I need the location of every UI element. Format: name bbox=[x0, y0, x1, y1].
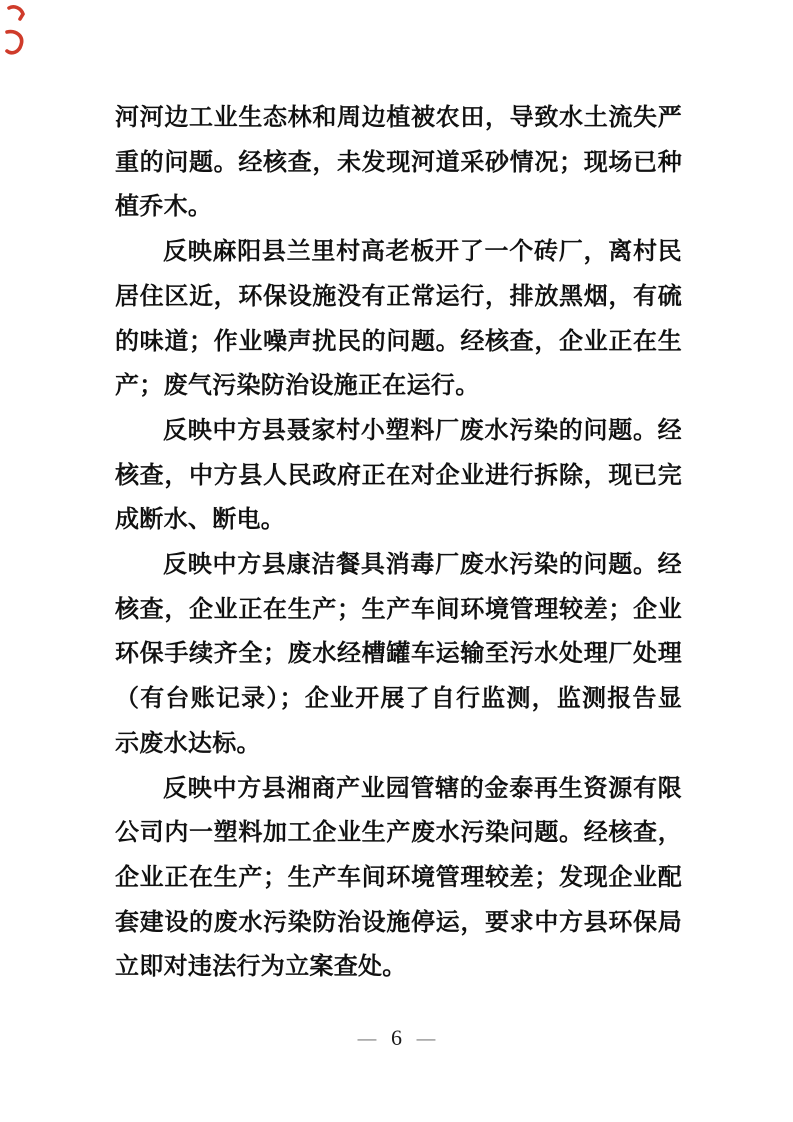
paragraph-5: 反映中方县湘商产业园管辖的金泰再生资源有限公司内一塑料加工企业生产废水污染问题。经核查，企业正在生产；生产车间环境管理较差；发现企业配套建设的废水污染防治设施停运，要求中方县环保局立即对违法行为立案查处。 bbox=[115, 775, 682, 981]
paragraph-3: 反映中方县聂家村小塑料厂废水污染的问题。经核查，中方县人民政府正在对企业进行拆除，现已完成断水、断电。 bbox=[115, 417, 682, 534]
paragraph-1: 河河边工业生态林和周边植被农田，导致水土流失严重的问题。经核查，未发现河道采砂情况；现场已种植乔木。 bbox=[115, 105, 682, 221]
footer-dash-right: — bbox=[416, 1025, 436, 1050]
document-body bbox=[115, 96, 682, 990]
page-number: 6 bbox=[391, 1025, 402, 1050]
red-pen-marks-icon bbox=[2, 2, 32, 62]
paragraph-4: 反映中方县康洁餐具消毒厂废水污染的问题。经核查，企业正在生产；生产车间环境管理较差；企业环保手续齐全；废水经槽罐车运输至污水处理厂处理（有台账记录）；企业开展了自行监测，监测报告显示废水达标。 bbox=[115, 552, 682, 757]
paragraph-2: 反映麻阳县兰里村高老板开了一个砖厂，离村民居住区近，环保设施没有正常运行，排放黑烟，有硫的味道；作业噪声扰民的问题。经核查，企业正在生产；废气污染防治设施正在运行。 bbox=[115, 239, 682, 400]
page-footer bbox=[0, 1022, 793, 1054]
footer-dash-left: — bbox=[357, 1025, 377, 1050]
